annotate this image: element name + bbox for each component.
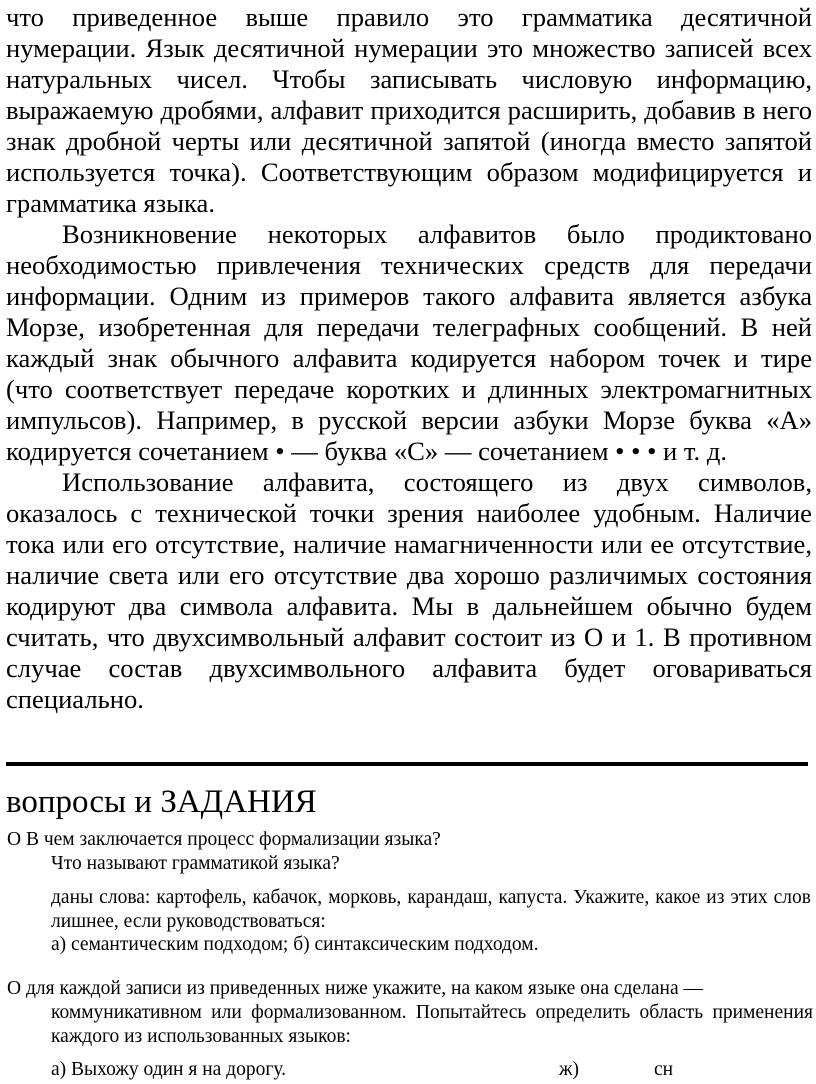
section-heading: вопросы и ЗАДАНИЯ <box>6 784 317 820</box>
paragraph-morse: Возникновение некоторых алфавитов было продиктовано необходимостью привлечения технических средств для передачи информации. Одним из примеров такого алфавита является азбука Морзе, изобретенная для передачи телеграфных сообщений. В ней каждый знак обычного алфавита кодируется набором точек и тире (что соответствует передаче коротких и длинных электромагнитных импульсов). Например, в русской версии азбуки Морзе буква «А» кодируется сочетанием • — буква «С» — сочетанием • • • и т. д. <box>6 219 812 466</box>
list-item-zh: ж) <box>559 1059 579 1080</box>
paragraph-grammar: что приведенное выше правило это грамматика десятичной нумерации. Язык десятичной нумерации это множество записей всех натуральных чисел. Чтобы записывать числовую информацию, выражаемую дробями, алфавит приходится расширить, добавив в него знак дробной черты или десятичной запятой (иногда вместо запятой используется точка). Соответствующим образом модифицируется и грамматика языка. <box>6 2 812 218</box>
main-text <box>6 2 812 715</box>
paragraph-binary: Использование алфавита, состоящего из двух символов, оказалось с технической точки зрения наиболее удобным. Наличие тока или его отсутствие, наличие намагниченности или ее отсутствие, наличие света или его отсутствие два хорошо различимых состояния кодируют два символа алфавита. Мы в дальнейшем обычно будем считать, что двухсимвольный алфавит состоит из О и 1. В противном случае состав двухсимвольного алфавита будет оговариваться специально. <box>6 467 812 714</box>
list-item-a: а) Выхожу один я на дорогу. <box>51 1059 287 1080</box>
question-languages-continued: коммуникативном или формализованном. Попытайтесь определить область применения каждого из использованных языков: <box>51 1002 813 1047</box>
list-item-sn: сн <box>654 1059 674 1080</box>
question-approaches: а) семантическим подходом; б) синтаксическим подходом. <box>51 934 539 955</box>
question-grammar: Что называют грамматикой языка? <box>51 853 340 874</box>
question-words: даны слова: картофель, кабачок, морковь, карандаш, капуста. Укажите, какое из этих слов лишнее, если руководствоваться: <box>51 887 811 932</box>
section-divider <box>6 762 808 766</box>
question-formalization: О В чем заключается процесс формализации языка? <box>7 829 441 850</box>
question-languages: О для каждой записи из приведенных ниже укажите, на каком языке она сделана — <box>7 978 703 999</box>
